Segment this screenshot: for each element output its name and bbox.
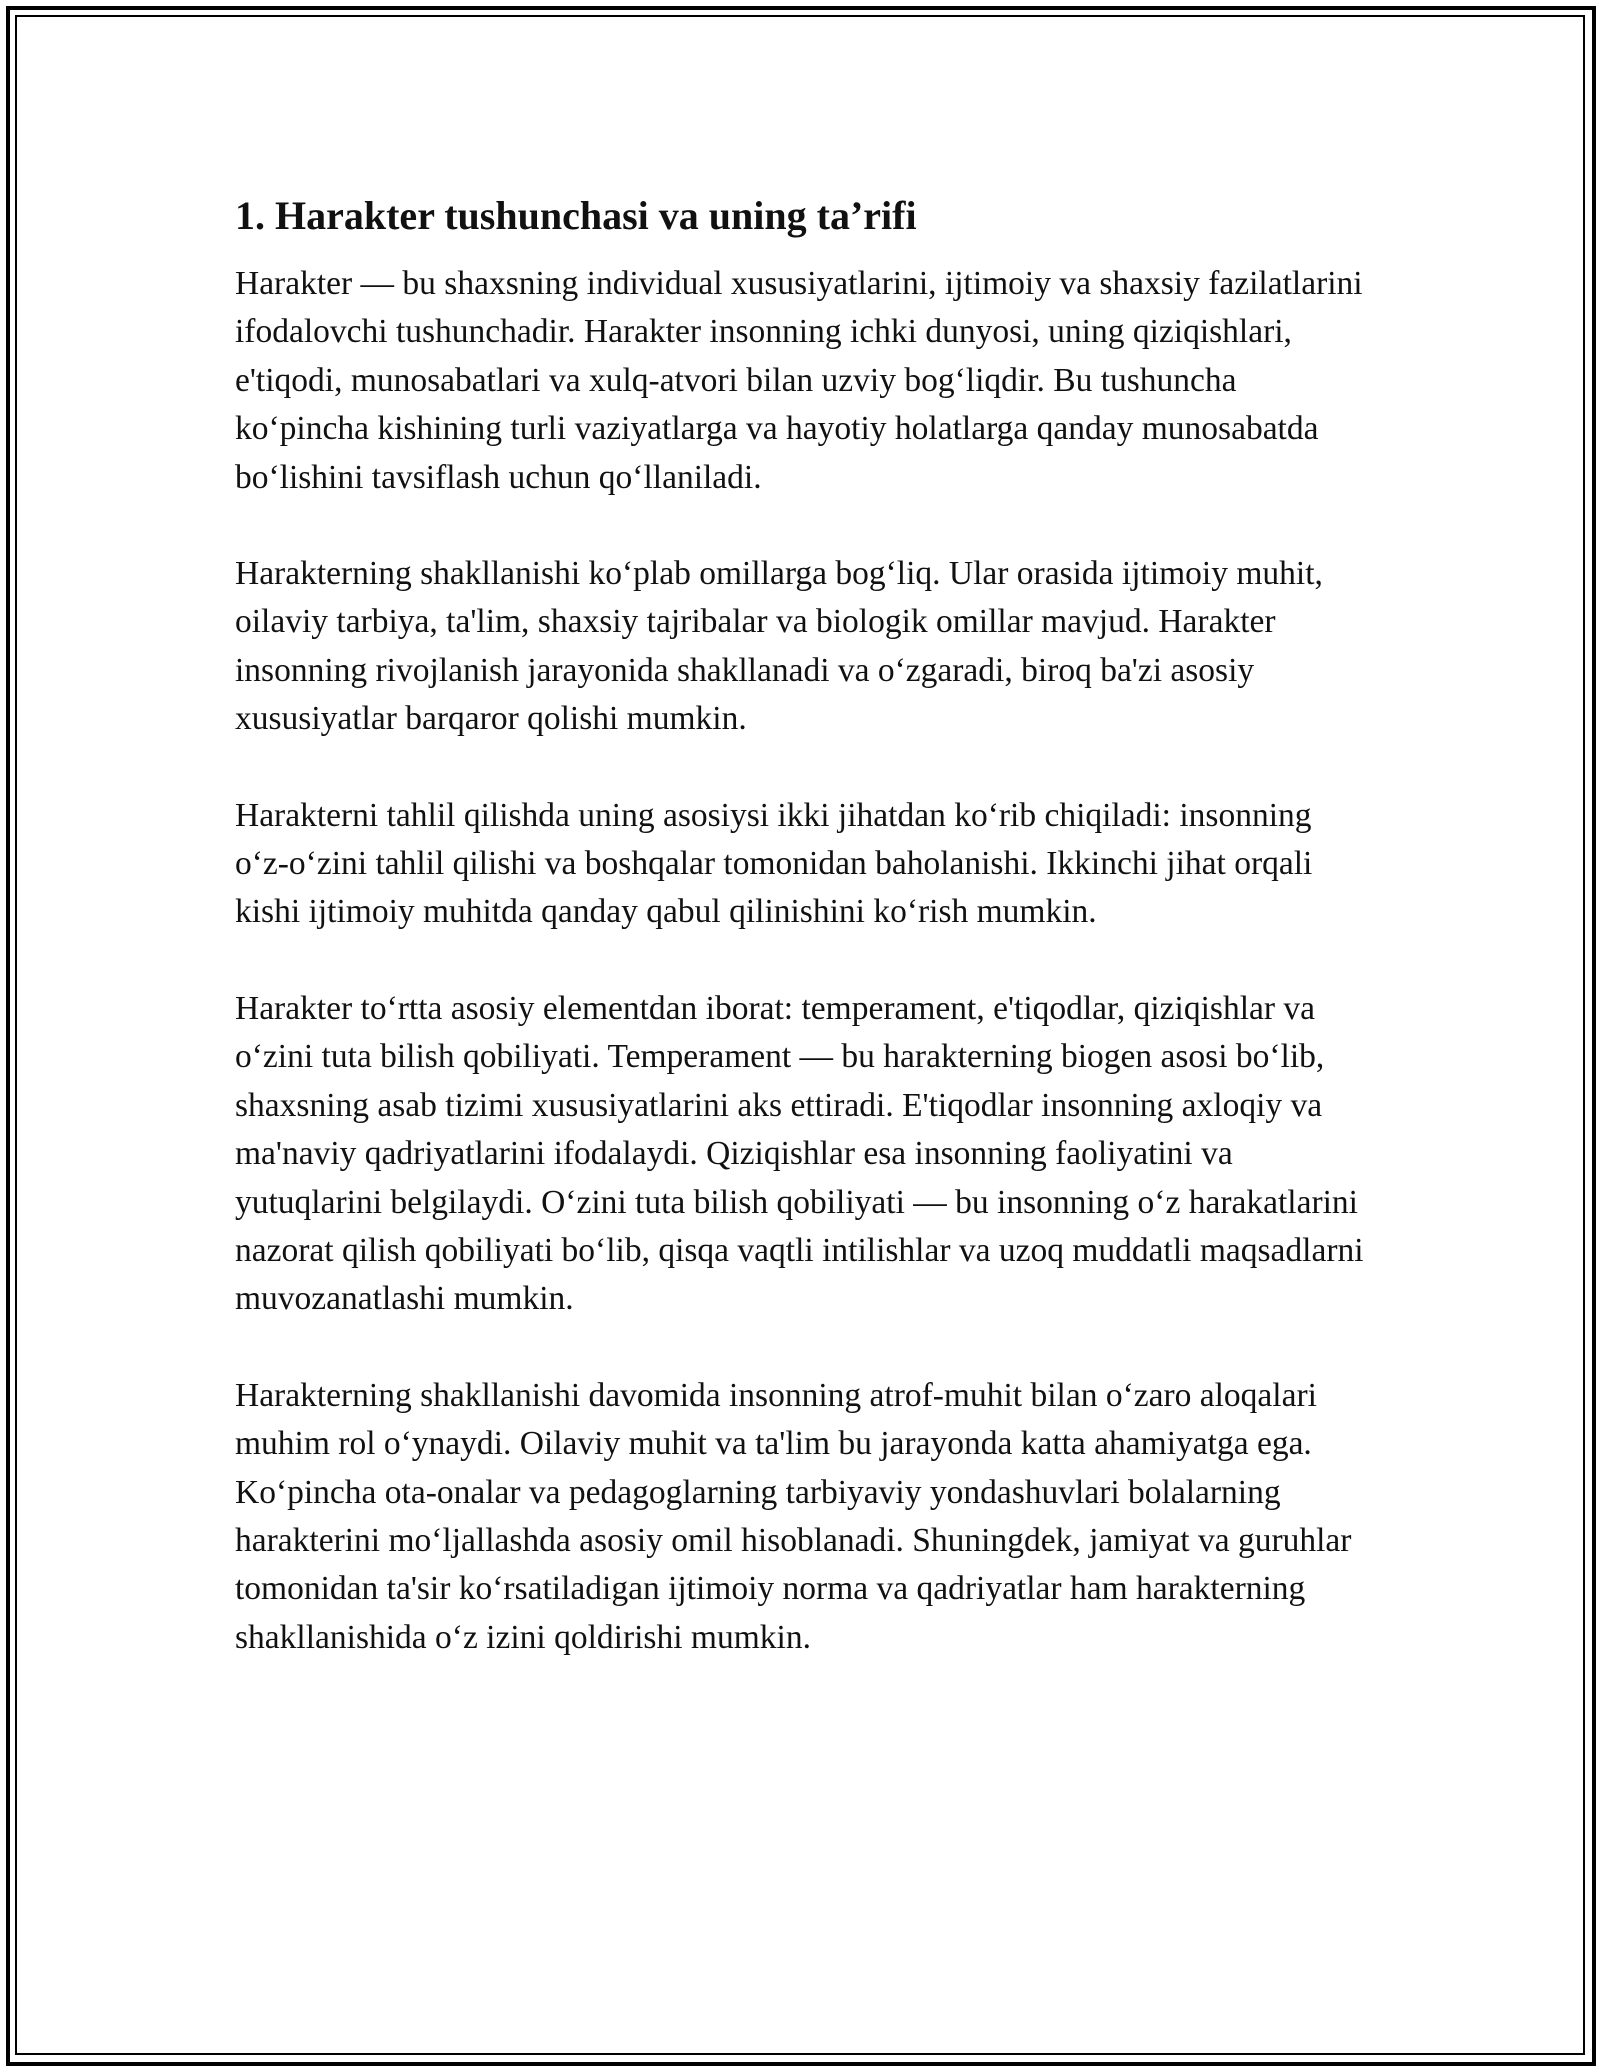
paragraph-5: Harakterning shakllanishi davomida insonning atrof-muhit bilan o‘zaro aloqalari muhim rol o‘ynaydi. Oilaviy muhit va ta'lim bu jarayonda katta ahamiyatga ega. Ko‘pincha ota-onalar va pedagoglarning tarbiyaviy yondashuvlari bolalarning harakterini mo‘ljallashda asosiy omil hisoblanadi. Shuningdek, jamiyat va guruhlar tomonidan ta'sir ko‘rsatiladigan ijtimoiy norma va qadriyatlar ham harakterning shakllanishida o‘z izini qoldirishi mumkin. bbox=[235, 1376, 1352, 1656]
paragraph-2: Harakterning shakllanishi ko‘plab omillarga bog‘liq. Ular orasida ijtimoiy muhit, oilaviy tarbiya, ta'lim, shaxsiy tajribalar va biologik omillar mavjud. Harakter insonning rivojlanish jarayonida shakllanadi va o‘zgaradi, biroq ba'zi asosiy xususiyatlar barqaror qolishi mumkin. bbox=[235, 555, 1323, 738]
paragraph-3: Harakterni tahlil qilishda uning asosiysi ikki jihatdan ko‘rib chiqiladi: insonning o‘z-o‘zini tahlil qilishi va boshqalar tomonidan baholanishi. Ikkinchi jihat orqali kishi ijtimoiy muhitda qanday qabul qilinishini ko‘rish mumkin. bbox=[235, 796, 1313, 931]
document-body bbox=[235, 186, 1365, 1710]
paragraph-1: Harakter — bu shaxsning individual xususiyatlarini, ijtimoiy va shaxsiy fazilatlarini ifodalovchi tushunchadir. Harakter insonning ichki dunyosi, uning qiziqishlari, e'tiqodi, munosabatlari va xulq-atvori bilan uzviy bog‘liqdir. Bu tushuncha ko‘pincha kishining turli vaziyatlarga va hayotiy holatlarga qanday munosabatda bo‘lishini tavsiflash uchun qo‘llaniladi. bbox=[235, 265, 1363, 496]
section-heading: 1. Harakter tushunchasi va uning ta’rifi bbox=[235, 193, 917, 238]
paragraph-4: Harakter to‘rtta asosiy elementdan iborat: temperament, e'tiqodlar, qiziqishlar va o‘zini tuta bilish qobiliyati. Temperament — bu harakterning biogen asosi bo‘lib, shaxsning asab tizimi xususiyatlarini aks ettiradi. E'tiqodlar insonning axloqiy va ma'naviy qadriyatlarini ifodalaydi. Qiziqishlar esa insonning faoliyatini va yutuqlarini belgilaydi. O‘zini tuta bilish qobiliyati — bu insonning o‘z harakatlarini nazorat qilish qobiliyati bo‘lib, qisqa vaqtli intilishlar va uzoq muddatli maqsadlarni muvozanatlashi mumkin. bbox=[235, 989, 1364, 1318]
